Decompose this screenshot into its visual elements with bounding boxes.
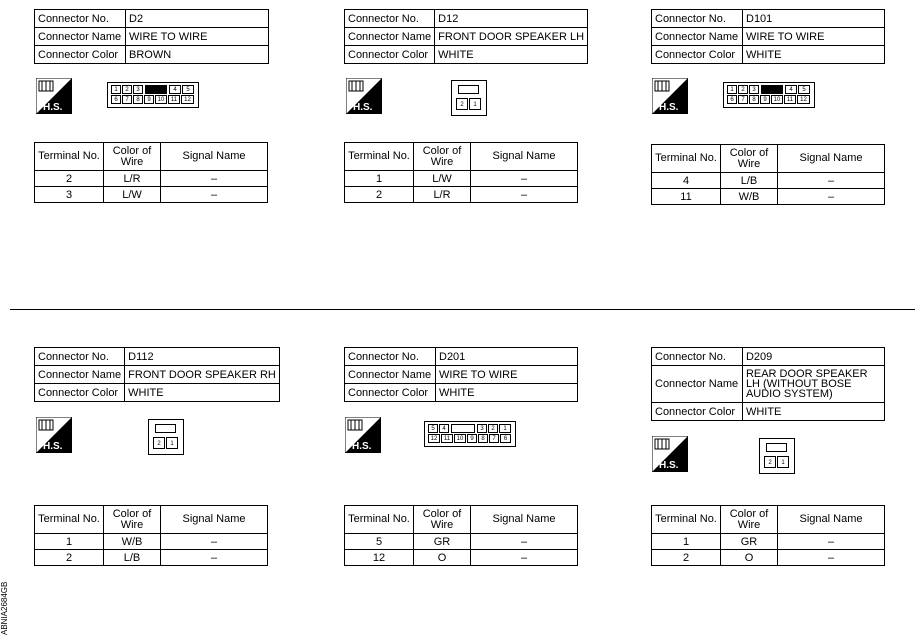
- terminal-table-d12: Terminal No. Color of Wire Signal Name 1 L/W – 2 L/R –: [344, 142, 578, 203]
- table-row: 11 W/B –: [652, 189, 885, 205]
- svg-text:H.S.: H.S.: [659, 102, 679, 113]
- connector-info-table: Connector No. D101 Connector Name WIRE TO WIRE Connector Color WHITE: [651, 9, 885, 64]
- terminal-table-d2: [34, 142, 268, 203]
- table-row: 2 O –: [652, 550, 885, 566]
- svg-text:H.S.: H.S.: [43, 441, 63, 452]
- table-row: 3 L/W –: [35, 187, 268, 203]
- section-divider: [10, 309, 915, 310]
- connector-info-table: [34, 9, 269, 64]
- table-row: 2 L/B –: [35, 550, 268, 566]
- connector-block-d209: [651, 347, 885, 421]
- connector-info-table: Connector No. D209 Connector Name REAR DOOR SPEAKER LH (WITHOUT BOSE AUDIO SYSTEM) Connector Color WHITE: [651, 347, 885, 421]
- connector-block-d12: [344, 9, 588, 64]
- terminal-table-d209: Terminal No. Color of Wire Signal Name 1 GR – 2 O –: [651, 505, 885, 566]
- connector-face-d2: 1 2 3 4 5 6 7 8 9 10 11 12: [107, 82, 199, 108]
- connector-face-d201: 5 4 3 2 1 12 11 10 9 8 7 6: [424, 421, 516, 447]
- harness-side-icon: [345, 417, 381, 453]
- connector-face-d112: 2 1: [148, 419, 184, 455]
- harness-side-icon: [652, 78, 688, 114]
- terminal-table-d201: Terminal No. Color of Wire Signal Name 5 GR – 12 O –: [344, 505, 578, 566]
- harness-side-icon: [652, 436, 688, 472]
- header-signal-name: Signal Name: [161, 143, 268, 171]
- connector-block-d112: [34, 347, 280, 402]
- connector-block-d101: [651, 9, 885, 64]
- svg-text:H.S.: H.S.: [352, 441, 372, 452]
- connector-face-d101: 1 2 3 4 5 6 7 8 9 10 11 12: [723, 82, 815, 108]
- connector-info-table: Connector No. D112 Connector Name FRONT DOOR SPEAKER RH Connector Color WHITE: [34, 347, 280, 402]
- connector-block-d201: [344, 347, 578, 402]
- connector-face-d12: 2 1: [451, 80, 487, 116]
- figure-code: ABNIA2684GB: [0, 581, 9, 635]
- connector-info-table: Connector No. D201 Connector Name WIRE TO WIRE Connector Color WHITE: [344, 347, 578, 402]
- table-row: 1 W/B –: [35, 534, 268, 550]
- label-connector-no: Connector No.: [35, 10, 126, 28]
- terminal-table-d112: Terminal No. Color of Wire Signal Name 1 W/B – 2 L/B –: [34, 505, 268, 566]
- svg-text:H.S.: H.S.: [659, 460, 679, 471]
- harness-side-icon: [36, 78, 72, 114]
- label-connector-color: Connector Color: [35, 46, 126, 64]
- value-connector-color: BROWN: [126, 46, 269, 64]
- connector-block-d2: [34, 9, 269, 64]
- connector-info-table: Connector No. D12 Connector Name FRONT DOOR SPEAKER LH Connector Color WHITE: [344, 9, 588, 64]
- svg-text:H.S.: H.S.: [353, 102, 373, 113]
- table-row: 12 O –: [345, 550, 578, 566]
- table-row: 5 GR –: [345, 534, 578, 550]
- terminal-table-d101: Terminal No. Color of Wire Signal Name 4 L/B – 11 W/B –: [651, 144, 885, 205]
- header-color-of-wire: Color of Wire: [104, 143, 161, 171]
- harness-side-icon: [346, 78, 382, 114]
- value-connector-no: D2: [126, 10, 269, 28]
- table-row: 1 L/W –: [345, 171, 578, 187]
- connector-face-d209: 2 1: [759, 438, 795, 474]
- table-row: 2 L/R –: [35, 171, 268, 187]
- table-row: 4 L/B –: [652, 173, 885, 189]
- table-row: 2 L/R –: [345, 187, 578, 203]
- header-terminal-no: Terminal No.: [35, 143, 104, 171]
- label-connector-name: Connector Name: [35, 28, 126, 46]
- harness-side-icon: [36, 417, 72, 453]
- svg-text:H.S.: H.S.: [43, 102, 63, 113]
- value-connector-name: WIRE TO WIRE: [126, 28, 269, 46]
- table-row: 1 GR –: [652, 534, 885, 550]
